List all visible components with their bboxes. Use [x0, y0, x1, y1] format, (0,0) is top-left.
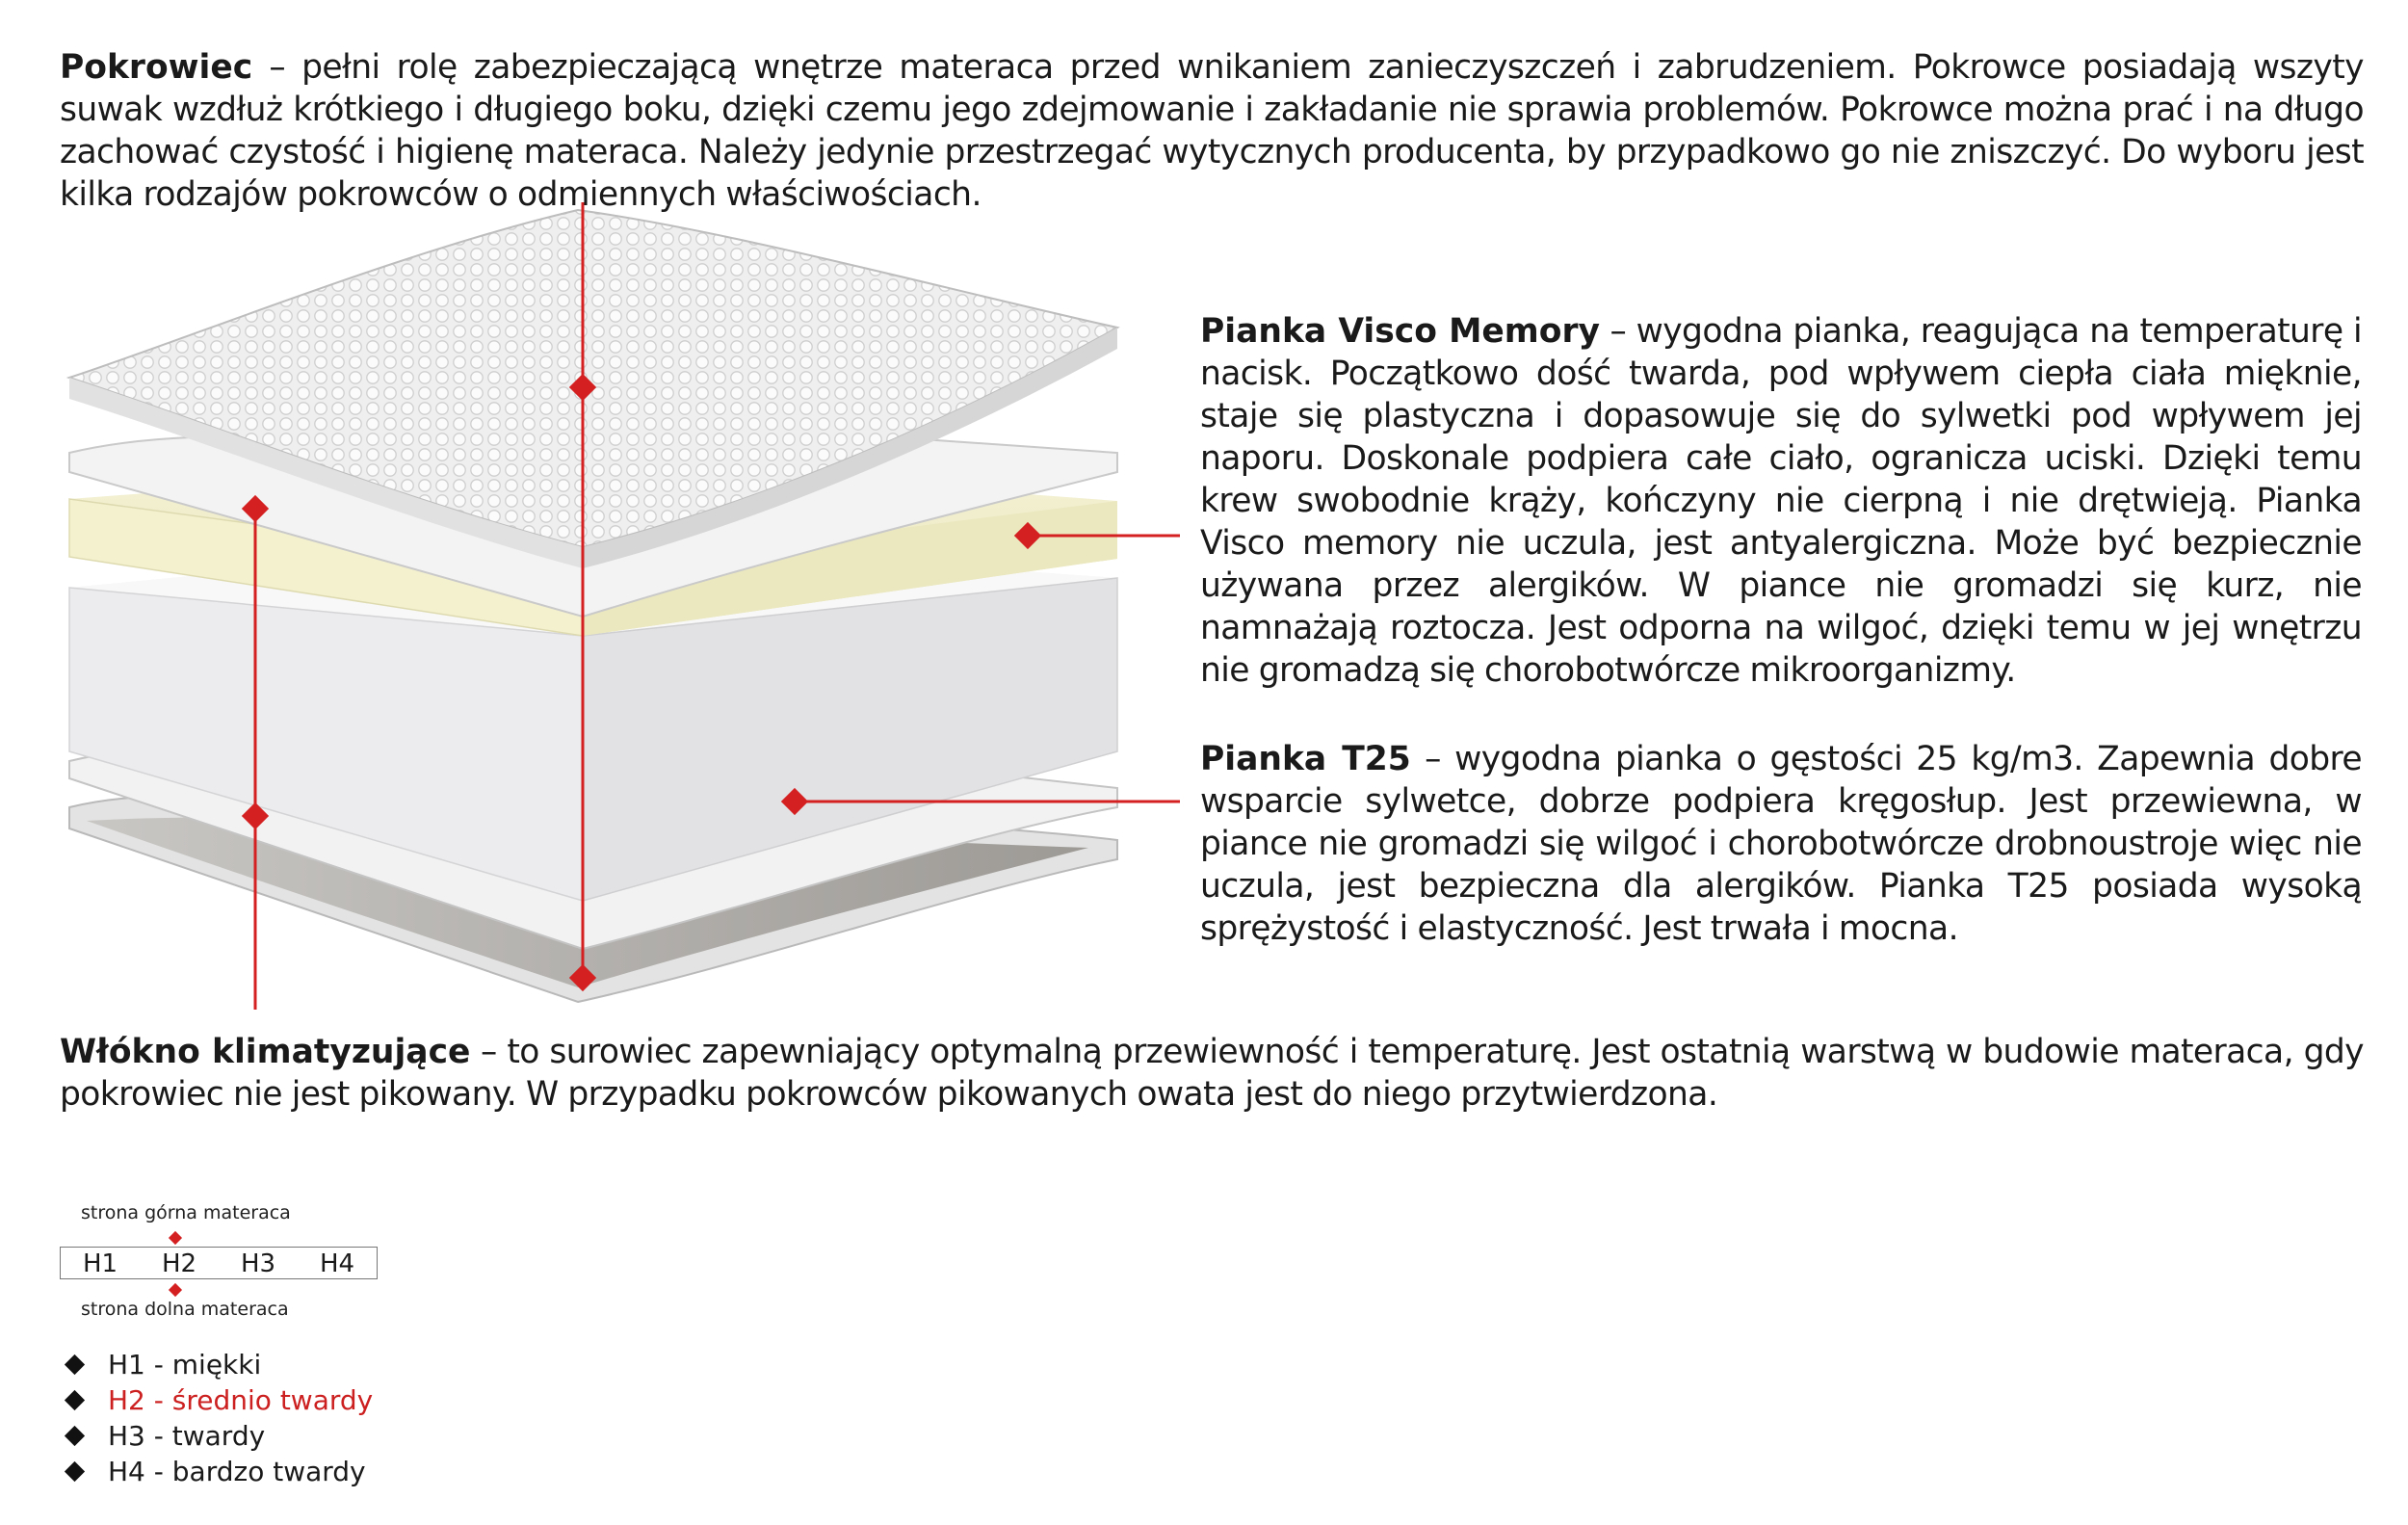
- legend-label: H1 - miękki: [108, 1349, 262, 1380]
- cover-title: Pokrowiec: [60, 48, 253, 87]
- fiber-text: – to surowiec zapewniający optymalną przewiewność i temperaturę. Jest ostatnią warstwą w budowie materaca, gdy pokrowiec nie jest pikowany. W przypadku pokrowców pikowanych owata jest do niego przytwierdzona.: [60, 1033, 2364, 1114]
- scale-h2: H2: [161, 1249, 197, 1278]
- legend-item-h4: [60, 1454, 373, 1489]
- fiber-title: Włókno klimatyzujące: [60, 1033, 471, 1071]
- diamond-bullet-icon: [65, 1354, 85, 1375]
- legend-item-h1: [60, 1347, 373, 1382]
- scale-h4: H4: [319, 1249, 355, 1278]
- legend-label: H4 - bardzo twardy: [108, 1456, 366, 1487]
- legend-item-h3: [60, 1418, 373, 1454]
- cover-description: [60, 46, 2364, 216]
- visco-title: Pianka Visco Memory: [1200, 312, 1600, 351]
- scale-h3: H3: [240, 1249, 276, 1278]
- diamond-bullet-icon: [65, 1461, 85, 1482]
- visco-text: – wygodna pianka, reagująca na temperaturę i nacisk. Początkowo dość twarda, pod wpływem ciepła ciała mięknie, staje się plastyczna i dopasowuje się do sylwetki pod wpływem jej naporu. Doskonale podpiera całe ciało, ogranicza uciski. Dzięki temu krew swobodnie krąży, kończyny nie cierpną i nie drętwieją. Pianka Visco memory nie uczula, jest antyalergiczna. Może być bezpiecznie używana przez alergików. W piance nie gromadzi się kurz, nie namnażają roztocza. Jest odporna na wilgoć, dzięki temu w jej wnętrzu nie gromadzą się chorobotwórcze mikroorganizmy.: [1200, 312, 2362, 690]
- t25-text: – wygodna pianka o gęstości 25 kg/m3. Zapewnia dobre wsparcie sylwetce, dobrze podpiera kręgosłup. Jest przewiewna, w piance nie gromadzi się wilgoć i chorobotwórcze drobnoustroje więc nie uczula, jest bezpieczna dla alergików. Pianka T25 posiada wysoką sprężystość i elastyczność. Jest trwała i mocna.: [1200, 740, 2362, 948]
- scale-bottom-caption: strona dolna materaca: [81, 1299, 289, 1320]
- t25-description: [1200, 738, 2362, 950]
- visco-description: [1200, 310, 2362, 692]
- scale-top-caption: strona górna materaca: [81, 1202, 291, 1223]
- scale-box: [60, 1247, 378, 1279]
- diamond-bullet-icon: [65, 1426, 85, 1446]
- legend-item-h2: [60, 1382, 373, 1418]
- legend-label: H2 - średnio twardy: [108, 1384, 374, 1416]
- scale-top-marker: [169, 1231, 182, 1245]
- cover-text: – pełni rolę zabezpieczającą wnętrze materaca przed wnikaniem zanieczyszczeń i zabrudzeniem. Pokrowce posiadają wszyty suwak wzdłuż krótkiego i długiego boku, dzięki czemu jego zdejmowanie i zakładanie nie sprawia problemów. Pokrowce można prać i na długo zachować czystość i higienę materaca. Należy jedynie przestrzegać wytycznych producenta, by przypadkowo go nie zniszczyć. Do wyboru jest kilka rodzajów pokrowców o odmiennych właściwościach.: [60, 48, 2364, 214]
- diamond-bullet-icon: [65, 1390, 85, 1410]
- fiber-description: [60, 1031, 2364, 1116]
- scale-bottom-marker: [169, 1283, 182, 1297]
- firmness-legend: [60, 1347, 373, 1489]
- legend-label: H3 - twardy: [108, 1420, 266, 1452]
- t25-title: Pianka T25: [1200, 740, 1411, 778]
- scale-h1: H1: [82, 1249, 118, 1278]
